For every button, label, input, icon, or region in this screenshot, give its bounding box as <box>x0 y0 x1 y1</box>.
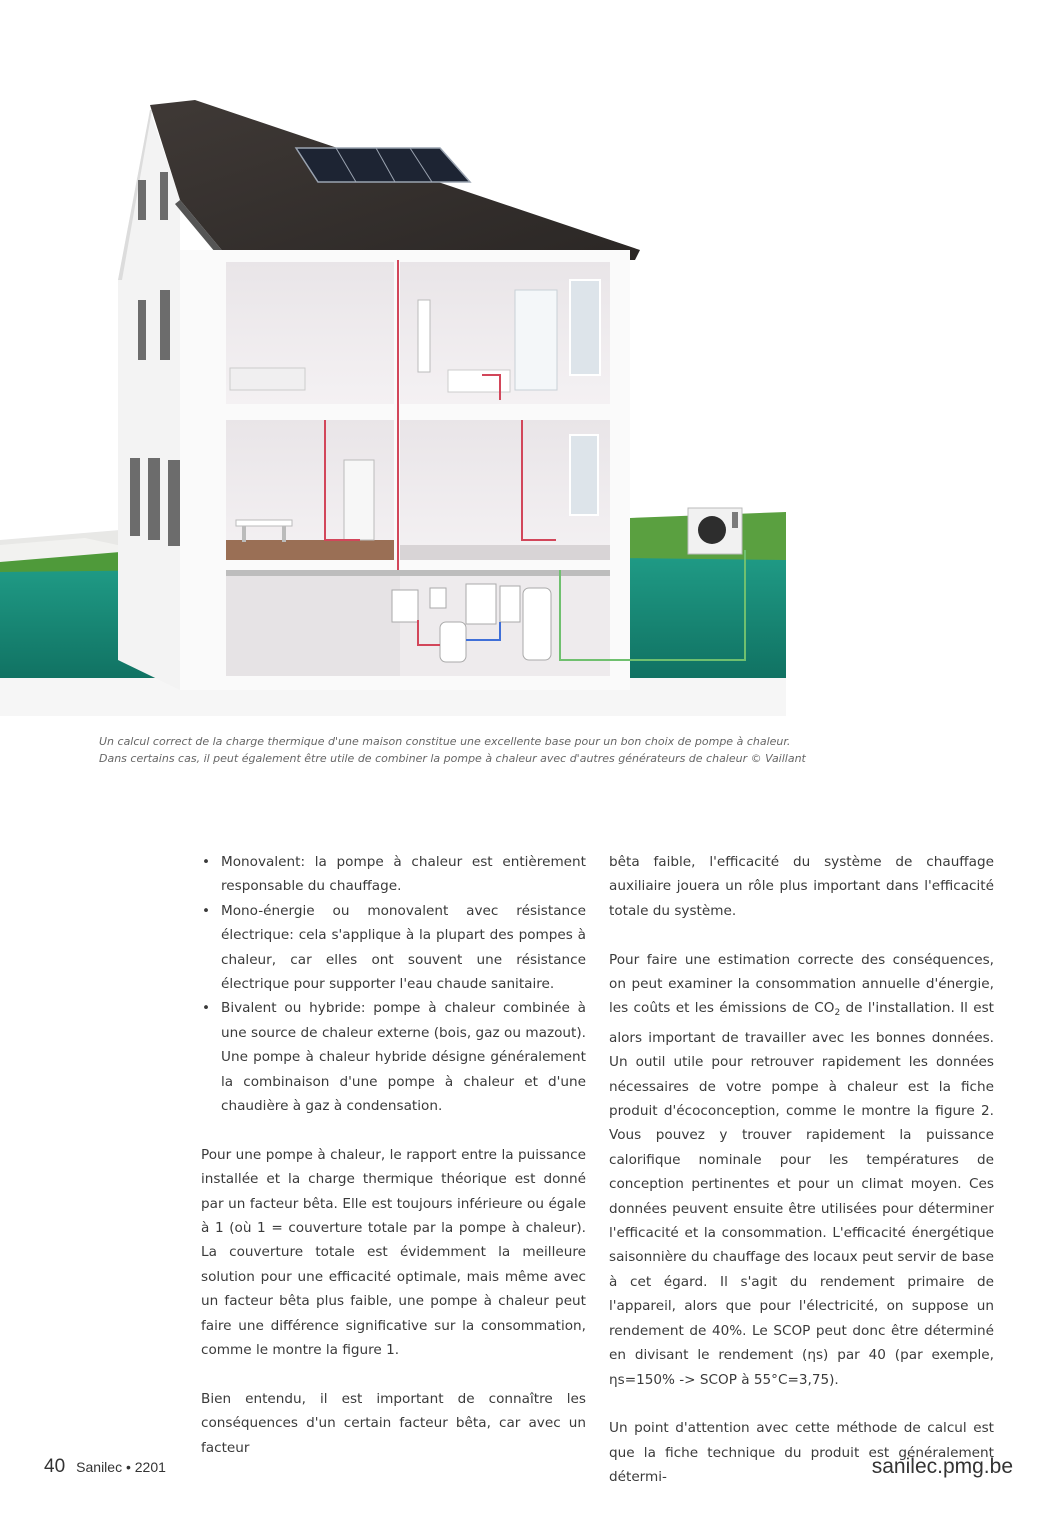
paragraph: Un point d'attention avec cette méthode de calcul est que la fiche technique du produit est généralement détermi- <box>609 1420 994 1486</box>
caption-line-2: Dans certains cas, il peut également être utile de combiner la pompe à chaleur avec d'autres générateurs de chaleur © Vaillant <box>99 752 806 765</box>
website-link[interactable]: sanilec.pmg.be <box>871 1455 1013 1478</box>
right-column <box>609 850 994 1514</box>
figure-caption <box>99 733 806 767</box>
subscript: 2 <box>834 1008 841 1019</box>
footer-left <box>44 1456 166 1478</box>
bullet-item: • Monovalent: la pompe à chaleur est entièrement responsable du chauffage. <box>201 850 586 899</box>
page-number: 40 <box>44 1456 66 1477</box>
publication-name: Sanilec • 2201 <box>76 1459 166 1475</box>
bullet-list <box>201 850 586 1118</box>
left-column <box>201 850 586 1485</box>
paragraph: bêta faible, l'efficacité du système de chauffage auxiliaire jouera un rôle plus important dans l'efficacité totale du système. <box>609 854 994 919</box>
paragraph-part: Pour faire une estimation correcte des conséquences, on peut examiner la consommation annuelle d'énergie, les coûts et les émissions de CO <box>609 951 994 1017</box>
paragraph-co2 <box>609 948 994 1392</box>
paragraph: Bien entendu, il est important de connaître les conséquences d'un certain facteur bêta, car avec un facteur <box>201 1390 586 1456</box>
caption-line-1: Un calcul correct de la charge thermique d'une maison constitue une excellente base pour un bon choix de pompe à chaleur. <box>99 735 791 748</box>
paragraph: Pour une pompe à chaleur, le rapport entre la puissance installée et la charge thermique théorique est donné par un facteur bêta. Elle est toujours inférieure ou égale à 1 (où 1 = couverture totale par la pompe à chaleur). La couverture totale est évidemment la meilleure solution pour une efficacité optimale, mais même avec un facteur bêta plus faible, une pompe à chaleur peut faire une différence significative sur la consommation, comme le montre la figure 1. <box>201 1146 586 1359</box>
house-cutaway-illustration <box>0 100 786 716</box>
bullet-item: • Mono-énergie ou monovalent avec résistance électrique: cela s'applique à la plupart des pompes à chaleur, car elles ont souvent une résistance électrique pour supporter l'eau chaude sanitaire. <box>201 899 586 997</box>
bullet-item: • Bivalent ou hybride: pompe à chaleur combinée à une source de chaleur externe (bois, gaz ou mazout). Une pompe à chaleur hybride désigne généralement la combinaison d'une pompe à chaleur et d'une chaudière à gaz à condensation. <box>201 996 586 1118</box>
paragraph-part: de l'installation. Il est alors important de travailler avec les bonnes données. Un outil utile pour retrouver rapidement les données nécessaires de votre pompe à chaleur est la fiche produit d'écoconception, comme le montre la figure 2. Vous pouvez y trouver rapidement la puissance calorifique nominale pour les températures de conception pertinentes et pour un climat moyen. Ces données peuvent ensuite être utilisées pour déterminer l'efficacité et la consommation. L'efficacité énergétique saisonnière du chauffage des locaux peut servir de base à cet égard. Il s'agit du rendement primaire de l'appareil, alors que pour l'électricité, on suppose un rendement de 40%. Le SCOP peut donc être déterminé en divisant le rendement (ηs) par 40 (par exemple, ηs=150% -> SCOP à 55°C=3,75). <box>609 1000 994 1388</box>
